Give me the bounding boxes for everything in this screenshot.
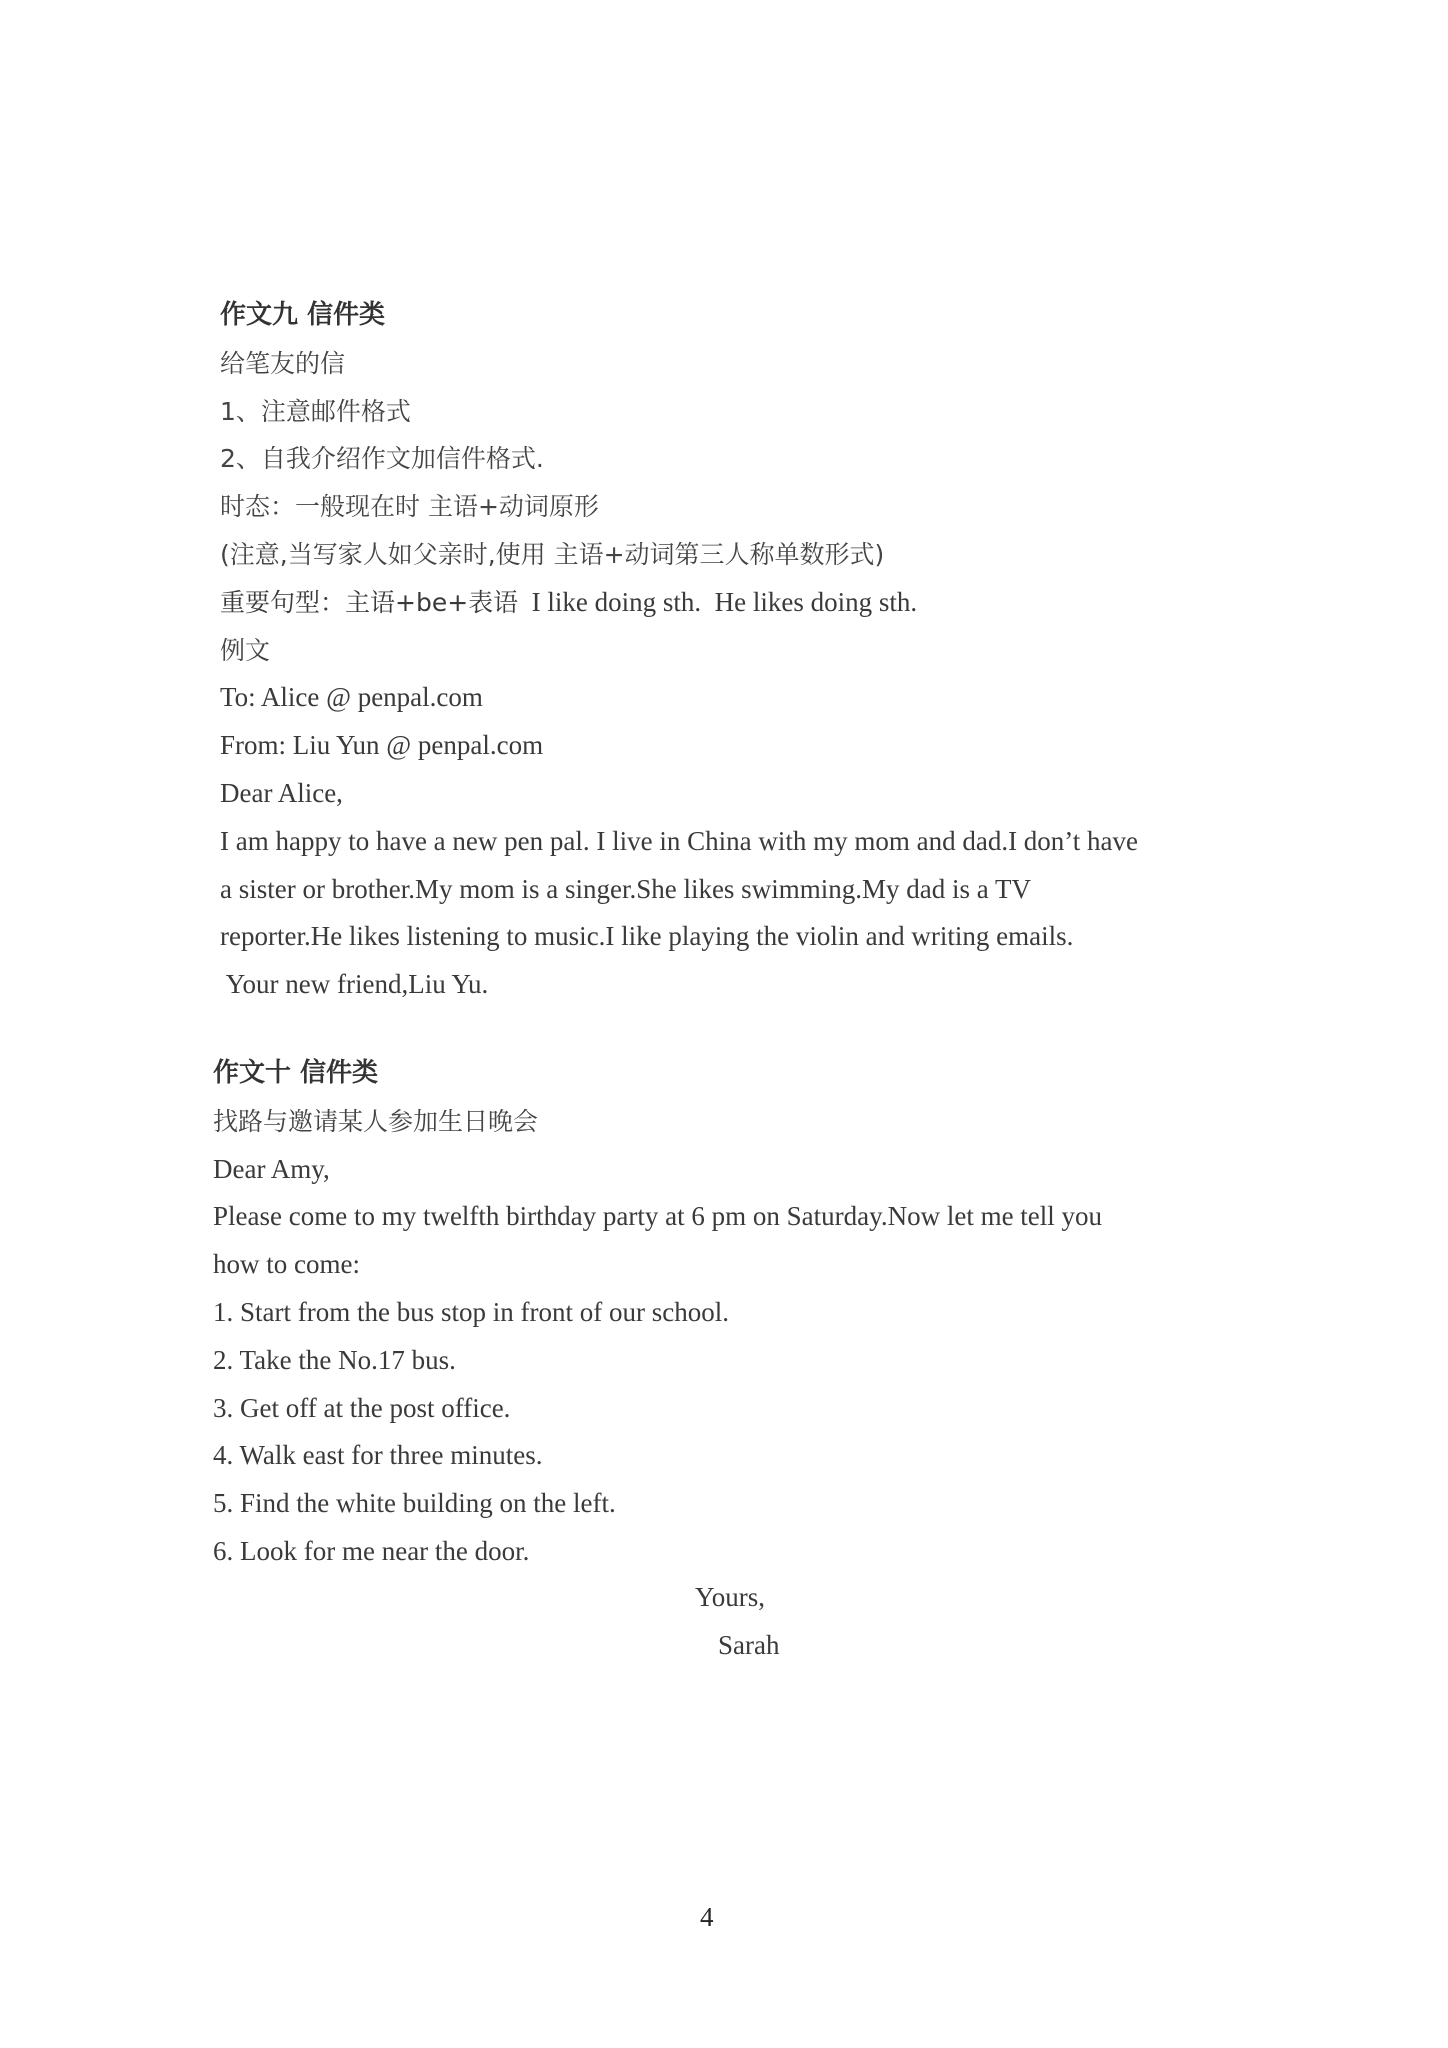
- email-from-line: From: Liu Yun @ penpal.com: [220, 730, 544, 761]
- direction-step: 1. Start from the bus stop in front of our school.: [213, 1296, 729, 1327]
- direction-step: 4. Walk east for three minutes.: [213, 1440, 543, 1471]
- email-to-line: To: Alice @ penpal.com: [220, 682, 483, 713]
- letter-greeting: Dear Alice,: [220, 777, 343, 808]
- third-person-note: (注意,当写家人如父亲时,使用 主语+动词第三人称单数形式): [220, 539, 885, 569]
- essay-ten-title: 作文十 信件类: [213, 1058, 379, 1088]
- format-point-1: 1、注意邮件格式: [220, 396, 411, 426]
- invitation-body-line: Please come to my twelfth birthday party at 6 pm on Saturday.Now let me tell you: [213, 1201, 1103, 1232]
- direction-step: 2. Take the No.17 bus.: [213, 1344, 456, 1375]
- letter-body-line: reporter.He likes listening to music.I like playing the violin and writing emails.: [220, 921, 1074, 952]
- letter-body-line: I am happy to have a new pen pal. I live in China with my mom and dad.I don’t have: [220, 825, 1139, 856]
- essay-nine-subtitle: 给笔友的信: [220, 348, 346, 378]
- letter-signoff: Your new friend,Liu Yu.: [220, 969, 489, 1000]
- letter-body-line: a sister or brother.My mom is a singer.She likes swimming.My dad is a TV: [220, 873, 1031, 904]
- format-point-2: 2、自我介绍作文加信件格式.: [220, 444, 544, 474]
- invitation-body-line: how to come:: [213, 1249, 360, 1280]
- page-number: 4: [700, 1902, 714, 1932]
- direction-step: 3. Get off at the post office.: [213, 1392, 511, 1423]
- direction-step: 5. Find the white building on the left.: [213, 1488, 616, 1519]
- tense-note: 时态：一般现在时 主语+动词原形: [220, 492, 599, 522]
- invitation-greeting: Dear Amy,: [213, 1153, 330, 1184]
- sentence-pattern-examples: I like doing sth. He likes doing sth.: [518, 586, 918, 617]
- direction-step: 6. Look for me near the door.: [213, 1535, 530, 1566]
- essay-ten-subtitle: 找路与邀请某人参加生日晚会: [213, 1106, 539, 1136]
- essay-nine-title: 作文九 信件类: [220, 300, 386, 330]
- letter-closing: Yours,: [695, 1582, 766, 1612]
- example-label: 例文: [220, 635, 271, 665]
- sentence-pattern: [220, 579, 1138, 627]
- letter-signature: Sarah: [718, 1630, 780, 1660]
- essay-nine-section: [220, 292, 1138, 1009]
- sentence-pattern-label: 重要句型：主语+be+表语: [220, 587, 519, 617]
- essay-ten-section: [213, 1050, 1102, 1576]
